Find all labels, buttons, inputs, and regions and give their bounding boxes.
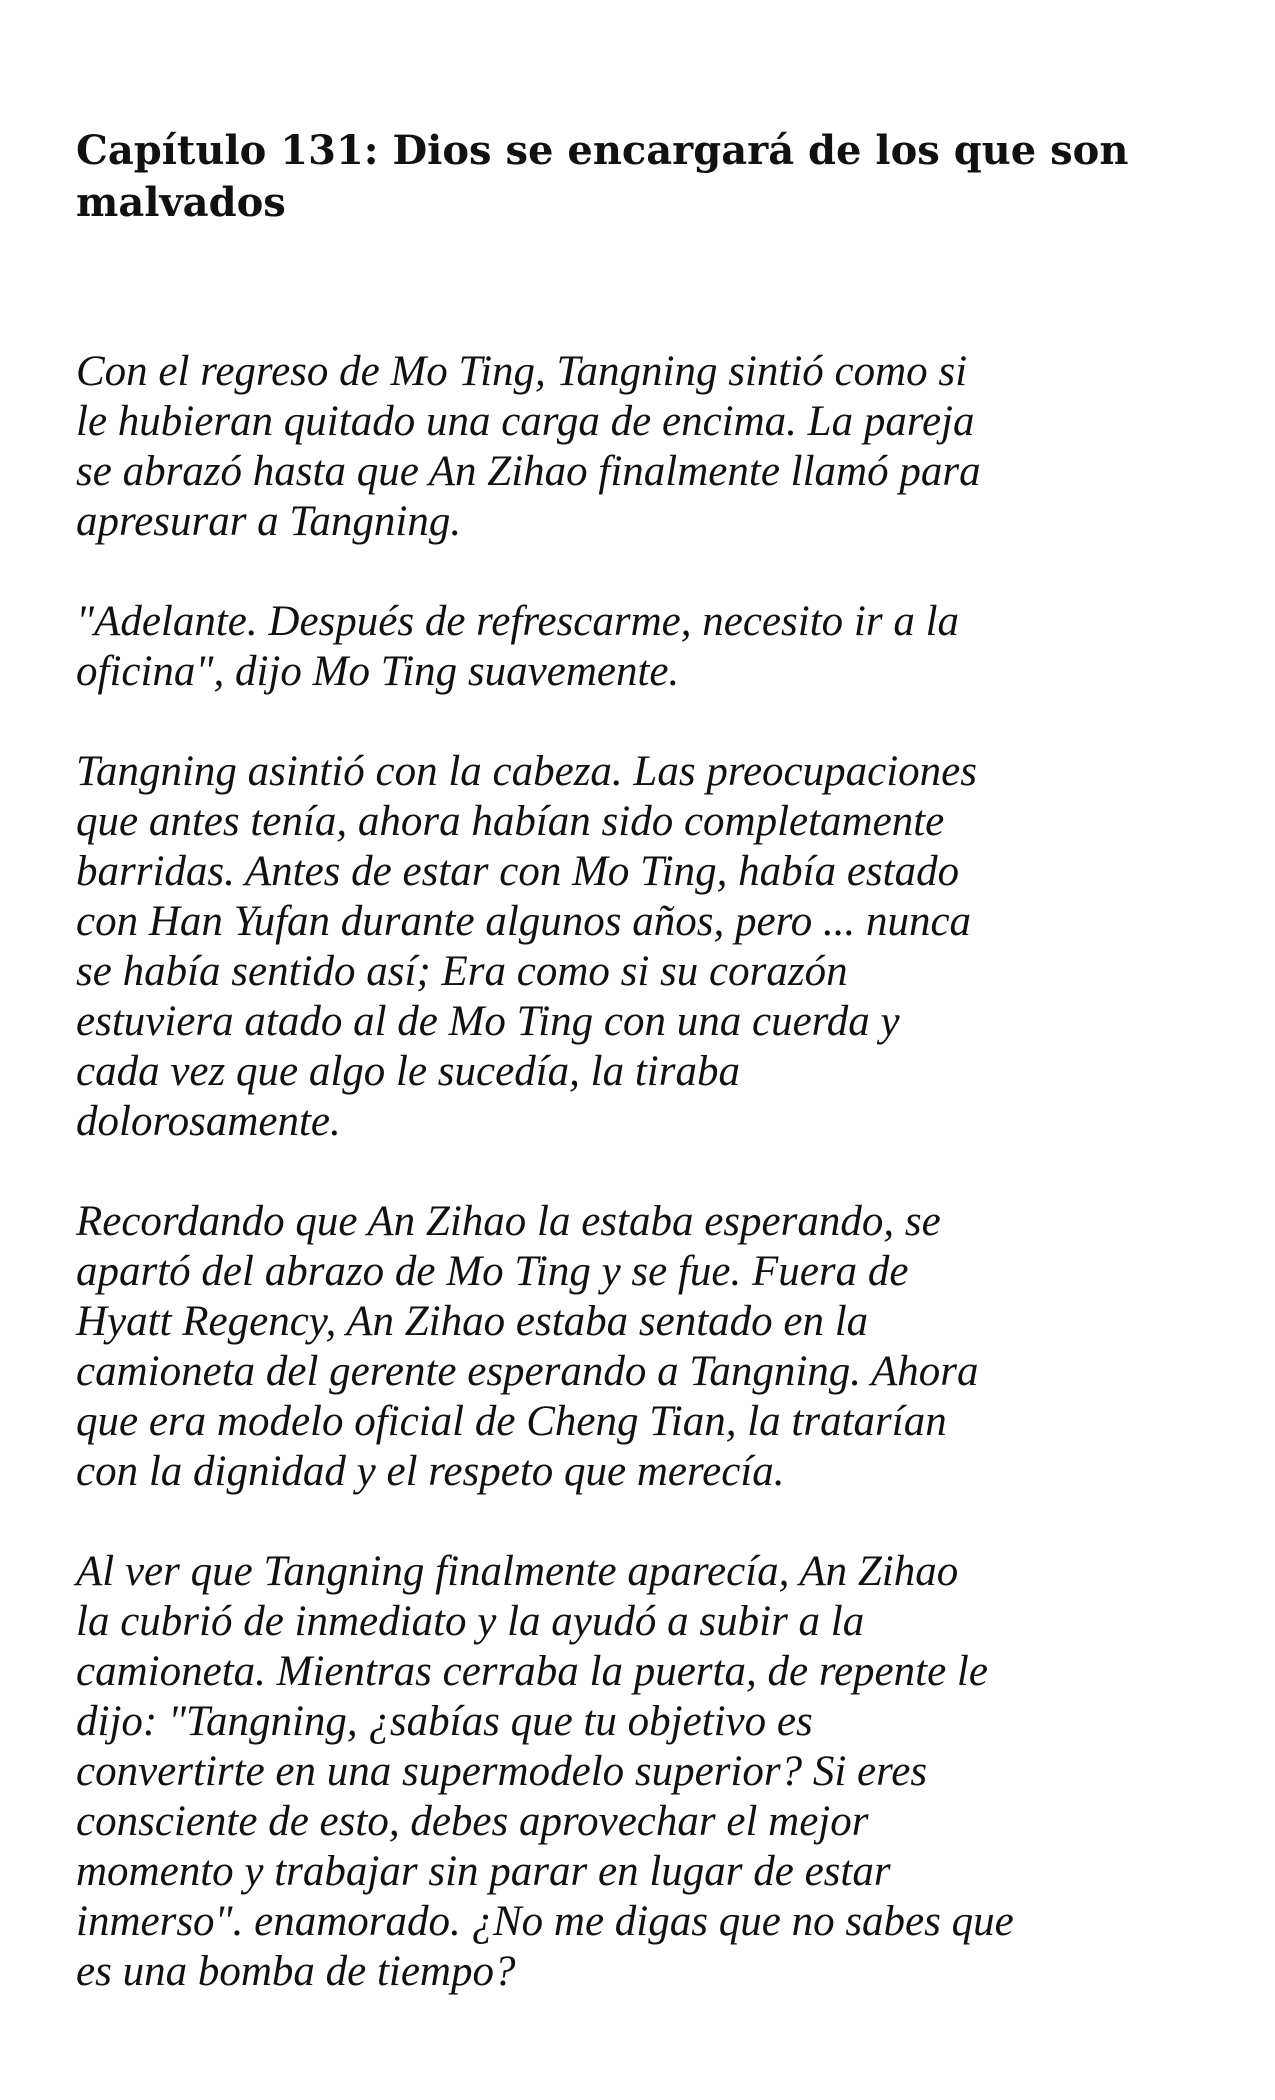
paragraph: "Adelante. Después de refrescarme, necesito ir a la oficina", dijo Mo Ting suavemente. [76, 598, 960, 695]
paragraph: Con el regreso de Mo Ting, Tangning sintió como si le hubieran quitado una carga de encima. La pareja se abrazó hasta que An Zihao finalmente llamó para apresurar a Tangning. [76, 348, 981, 545]
chapter-body [76, 347, 1206, 1997]
paragraph: Tangning asintió con la cabeza. Las preocupaciones que antes tenía, ahora habían sido completamente barridas. Antes de estar con Mo Ting, había estado con Han Yufan durante algunos años, pero ... nunca se había sentido así; Era como si su corazón estuviera atado al de Mo Ting con una cuerda y cada vez que algo le sucedía, la tiraba dolorosamente. [76, 748, 977, 1145]
paragraph: Al ver que Tangning finalmente aparecía, An Zihao la cubrió de inmediato y la ayudó a subir a la camioneta. Mientras cerraba la puerta, de repente le dijo: "Tangning, ¿sabías que tu objetivo es convertirte en una supermodelo superior? Si eres consciente de esto, debes aprovechar el mejor momento y trabajar sin parar en lugar de estar inmerso". enamorado. ¿No me digas que no sabes que es una bomba de tiempo? [76, 1548, 1014, 1995]
document-page [76, 125, 1206, 2047]
paragraph: Recordando que An Zihao la estaba esperando, se apartó del abrazo de Mo Ting y se fue. Fuera de Hyatt Regency, An Zihao estaba sentado en la camioneta del gerente esperando a Tangning. Ahora que era modelo oficial de Cheng Tian, la tratarían con la dignidad y el respeto que merecía. [76, 1198, 979, 1495]
chapter-title: Capítulo 131: Dios se encargará de los que son malvados [76, 127, 1129, 226]
